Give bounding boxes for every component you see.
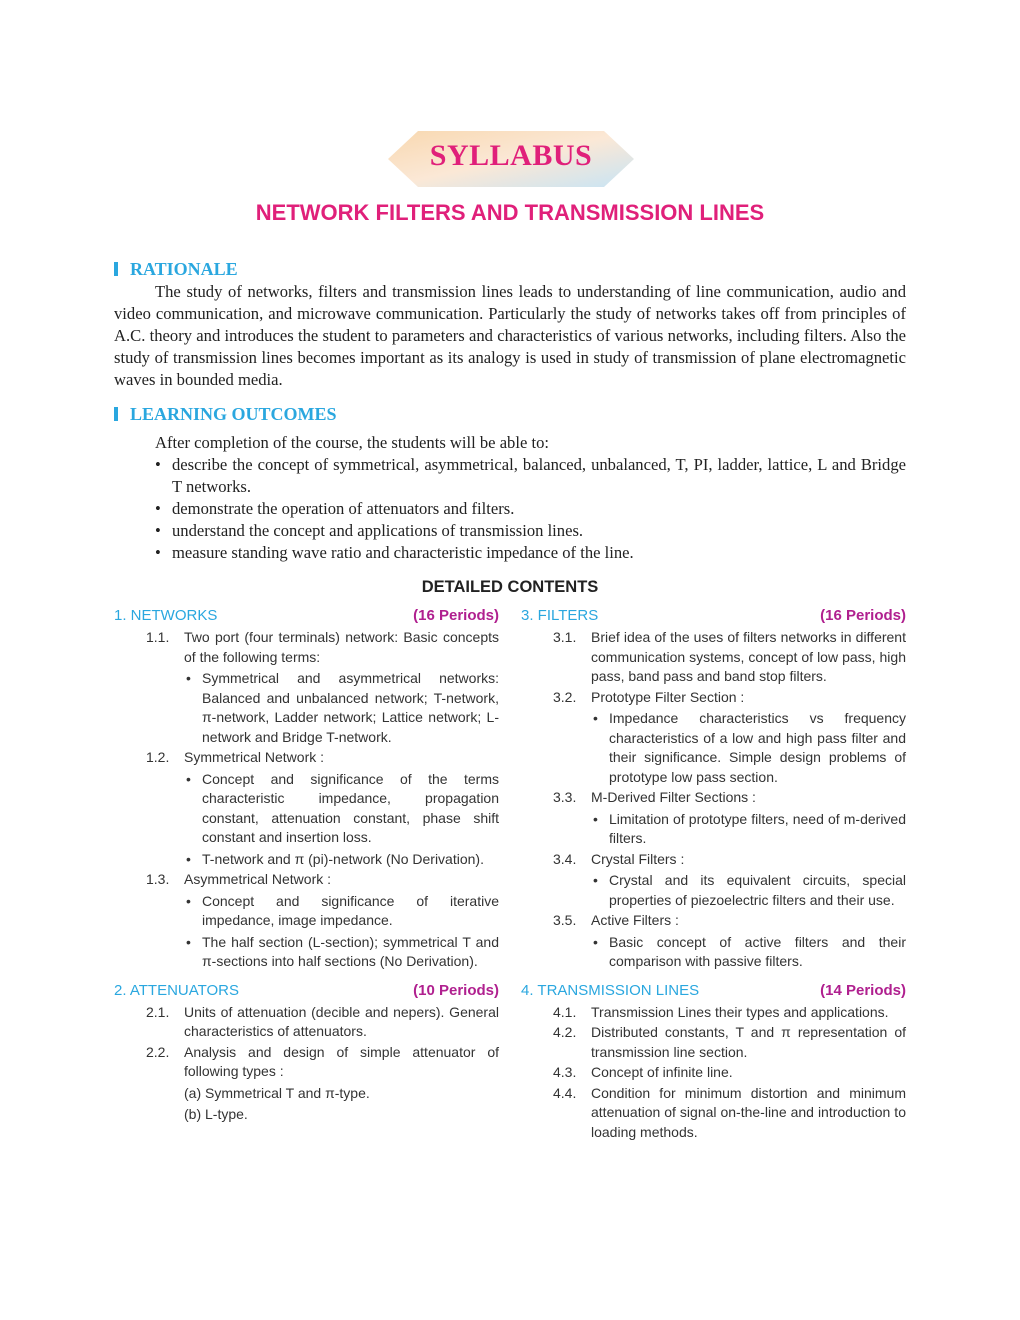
unit-block — [521, 605, 906, 972]
outcomes-heading — [114, 403, 337, 425]
topic-number: 4.1. — [553, 1003, 577, 1020]
bullet-icon: • — [593, 872, 598, 888]
bullet-icon: • — [593, 710, 598, 726]
topic-item — [521, 850, 906, 870]
sub-item: (b) L-type. — [184, 1106, 248, 1122]
topic-bullet — [114, 669, 499, 747]
topic-number: 3.4. — [553, 850, 577, 867]
topic-text: Transmission Lines their types and applications. — [591, 1003, 889, 1020]
topic-item — [521, 628, 906, 687]
topic-item — [114, 870, 499, 890]
outcome-text: demonstrate the operation of attenuators and filters. — [172, 499, 515, 518]
outcome-item — [155, 498, 906, 520]
unit-heading — [114, 980, 499, 1002]
topic-item — [521, 788, 906, 808]
contents-right-column — [521, 605, 906, 1142]
heading-bar-icon — [114, 407, 118, 421]
topic-bullet — [521, 810, 906, 849]
topic-item — [114, 628, 499, 667]
topic-bullet — [114, 933, 499, 972]
heading-bar-icon — [114, 262, 118, 276]
bullet-text: Limitation of prototype filters, need of m-derived filters. — [609, 810, 906, 846]
outcomes-intro: After completion of the course, the students will be able to: — [155, 433, 549, 452]
outcome-text: understand the concept and applications of transmission lines. — [172, 521, 584, 540]
rationale-paragraph: The study of networks, filters and transmission lines leads to understanding of line communication, audio and video communication, and microwave communication. Particularly the study of networks takes off from principles of A.C. theory and introduces the student to parameters and characteristics of various networks, including filters. Also the study of transmission lines becomes important as its analogy is used in study of transmission of plane electromagnetic waves in bounded media. — [114, 282, 906, 389]
contents-left-column — [114, 605, 499, 1125]
bullet-text: Concept and significance of iterative impedance, image impedance. — [202, 892, 499, 928]
bullet-text: Concept and significance of the terms characteristic impedance, propagation constant, attenuation constant, phase shift constant and insertion loss. — [202, 770, 499, 845]
page-title: NETWORK FILTERS AND TRANSMISSION LINES — [255, 200, 765, 225]
sub-item: (a) Symmetrical T and π-type. — [184, 1084, 370, 1101]
detailed-contents-title: DETAILED CONTENTS — [421, 578, 599, 596]
topic-item — [114, 748, 499, 768]
topic-text: Prototype Filter Section : — [591, 688, 745, 705]
unit-block — [114, 605, 499, 972]
topic-item — [521, 688, 906, 708]
topic-bullet — [114, 850, 499, 870]
topic-text: Asymmetrical Network : — [184, 871, 332, 887]
topic-text: Concept of infinite line. — [591, 1064, 733, 1080]
topic-number: 3.1. — [553, 629, 577, 645]
bullet-icon: • — [186, 670, 191, 686]
bullet-text: Crystal and its equivalent circuits, special properties of piezoelectric filters and their use. — [609, 872, 906, 908]
unit-title: 1. NETWORKS — [114, 607, 218, 624]
topic-text: Brief idea of the uses of filters networks in different communication systems, concept of low pass, high pass, band pass and band stop filters. — [591, 629, 906, 684]
topic-bullet — [521, 709, 906, 787]
topic-number: 4.4. — [553, 1084, 577, 1101]
topic-bullet — [521, 871, 906, 910]
outcome-item — [155, 542, 906, 564]
topic-text: Active Filters : — [591, 912, 679, 928]
unit-block — [521, 980, 906, 1143]
unit-block — [114, 980, 499, 1125]
banner-title: SYLLABUS — [429, 139, 593, 172]
topic-item — [521, 911, 906, 931]
outcome-item — [155, 454, 906, 498]
topic-text: Symmetrical Network : — [184, 749, 325, 765]
bullet-icon: • — [155, 543, 161, 562]
bullet-text: Impedance characteristics vs frequency characteristics of a low and high pass filter and their significance. Simple design problems of prototype low pass section. — [609, 710, 906, 785]
unit-periods: (14 Periods) — [820, 981, 906, 999]
unit-title: 3. FILTERS — [521, 607, 599, 624]
topic-number: 1.3. — [146, 871, 170, 887]
topic-number: 3.2. — [553, 688, 577, 705]
outcomes-heading-text: LEARNING OUTCOMES — [130, 404, 337, 424]
unit-periods: (10 Periods) — [413, 981, 499, 999]
topic-text: Crystal Filters : — [591, 850, 685, 867]
unit-title: 4. TRANSMISSION LINES — [521, 981, 700, 999]
outcome-item — [155, 520, 906, 542]
rationale-heading — [114, 258, 238, 280]
syllabus-banner — [388, 131, 634, 187]
topic-item — [114, 1043, 499, 1082]
bullet-icon: • — [593, 810, 598, 827]
topic-bullet — [114, 892, 499, 931]
bullet-icon: • — [155, 499, 161, 518]
topic-text: Analysis and design of simple attenuator of following types : — [184, 1043, 499, 1079]
bullet-icon: • — [186, 892, 191, 909]
topic-number: 3.5. — [553, 912, 577, 928]
topic-number: 1.2. — [146, 749, 170, 765]
unit-heading — [521, 980, 906, 1002]
topic-item — [114, 1003, 499, 1042]
topic-text: M-Derived Filter Sections : — [591, 789, 756, 805]
unit-periods: (16 Periods) — [413, 607, 499, 624]
topic-number: 2.2. — [146, 1043, 170, 1060]
topic-number: 4.3. — [553, 1064, 577, 1080]
outcomes-list — [155, 454, 906, 564]
outcome-text: describe the concept of symmetrical, asymmetrical, balanced, unbalanced, T, PI, ladder, lattice, L and Bridge T networks. — [172, 455, 906, 496]
unit-heading — [521, 605, 906, 627]
outcome-text: measure standing wave ratio and characteristic impedance of the line. — [172, 543, 634, 562]
bullet-text: The half section (L-section); symmetrical T and π-sections into half sections (No Derivation). — [202, 933, 499, 969]
topic-text: Condition for minimum distortion and minimum attenuation of signal on-the-line and introduction to loading methods. — [591, 1084, 906, 1140]
bullet-text: Basic concept of active filters and their comparison with passive filters. — [609, 933, 906, 969]
bullet-icon: • — [186, 933, 191, 950]
topic-item — [521, 1063, 906, 1083]
topic-text: Two port (four terminals) network: Basic concepts of the following terms: — [184, 629, 499, 665]
unit-periods: (16 Periods) — [820, 607, 906, 624]
bullet-text: Symmetrical and asymmetrical networks: Balanced and unbalanced network; T-network, π-network, Ladder network; Lattice network; L-network and Bridge T-network. — [202, 670, 499, 745]
bullet-icon: • — [186, 770, 191, 787]
unit-title: 2. ATTENUATORS — [114, 981, 240, 999]
bullet-icon: • — [155, 521, 161, 540]
topic-number: 4.2. — [553, 1024, 577, 1040]
topic-item — [521, 1023, 906, 1062]
topic-text: Units of attenuation (decible and nepers). General characteristics of attenuators. — [184, 1003, 499, 1039]
bullet-icon: • — [155, 455, 161, 474]
bullet-icon: • — [593, 933, 598, 950]
rationale-heading-text: RATIONALE — [130, 259, 238, 279]
topic-bullet — [521, 933, 906, 972]
unit-heading — [114, 605, 499, 627]
topic-number: 1.1. — [146, 629, 170, 645]
topic-item — [521, 1003, 906, 1023]
bullet-text: T-network and π (pi)-network (No Derivation). — [202, 850, 484, 867]
topic-text: Distributed constants, T and π representation of transmission line section. — [591, 1024, 906, 1060]
topic-bullet — [114, 770, 499, 848]
topic-number: 3.3. — [553, 789, 577, 805]
topic-item — [521, 1084, 906, 1143]
bullet-icon: • — [186, 850, 191, 867]
topic-number: 2.1. — [146, 1003, 170, 1020]
